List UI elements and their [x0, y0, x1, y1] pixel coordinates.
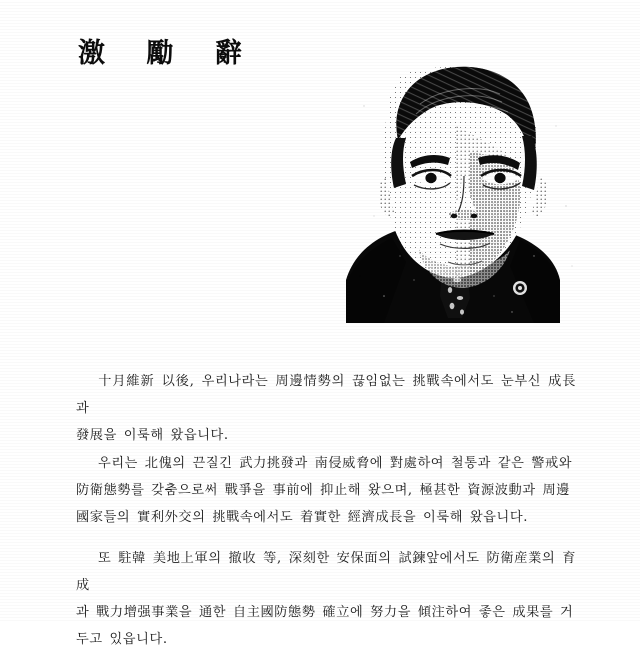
- paragraph-3-line-1: 또 駐韓 美地上軍의 撤收 等, 深刻한 安保面의 試鍊앞에서도 防衛産業의 育成: [76, 551, 576, 593]
- body-paragraph-1: [76, 368, 576, 449]
- body-paragraph-3: [76, 545, 576, 653]
- paragraph-2-line-2: 防衛態勢를 갖춤으로써 戰爭을 事前에 抑止해 왔으며, 極甚한 資源波動과 周邊: [76, 483, 571, 498]
- page-title: 激 勵 辭: [78, 38, 258, 69]
- paragraph-1-line-1: 十月維新 以後, 우리나라는 周邊情勢의 끊임없는 挑戰속에서도 눈부신 成長과: [76, 374, 576, 416]
- paragraph-1-line-2: 發展을 이룩해 왔읍니다.: [76, 428, 229, 443]
- portrait-photo-image: [344, 66, 584, 323]
- paragraph-2-line-1: 우리는 北傀의 끈질긴 武力挑發과 南侵威脅에 對處하여 철통과 같은 警戒와: [98, 456, 573, 471]
- body-paragraph-2: [76, 450, 576, 531]
- paragraph-3-line-2: 과 戰力增强事業을 通한 自主國防態勢 確立에 努力을 傾注하여 좋은 成果를 거: [76, 605, 574, 620]
- paragraph-2-line-3: 國家들의 實利外交의 挑戰속에서도 着實한 經濟成長을 이룩해 왔읍니다.: [76, 510, 528, 525]
- paragraph-3-line-3: 두고 있읍니다.: [76, 632, 168, 647]
- portrait-photo: [344, 66, 584, 323]
